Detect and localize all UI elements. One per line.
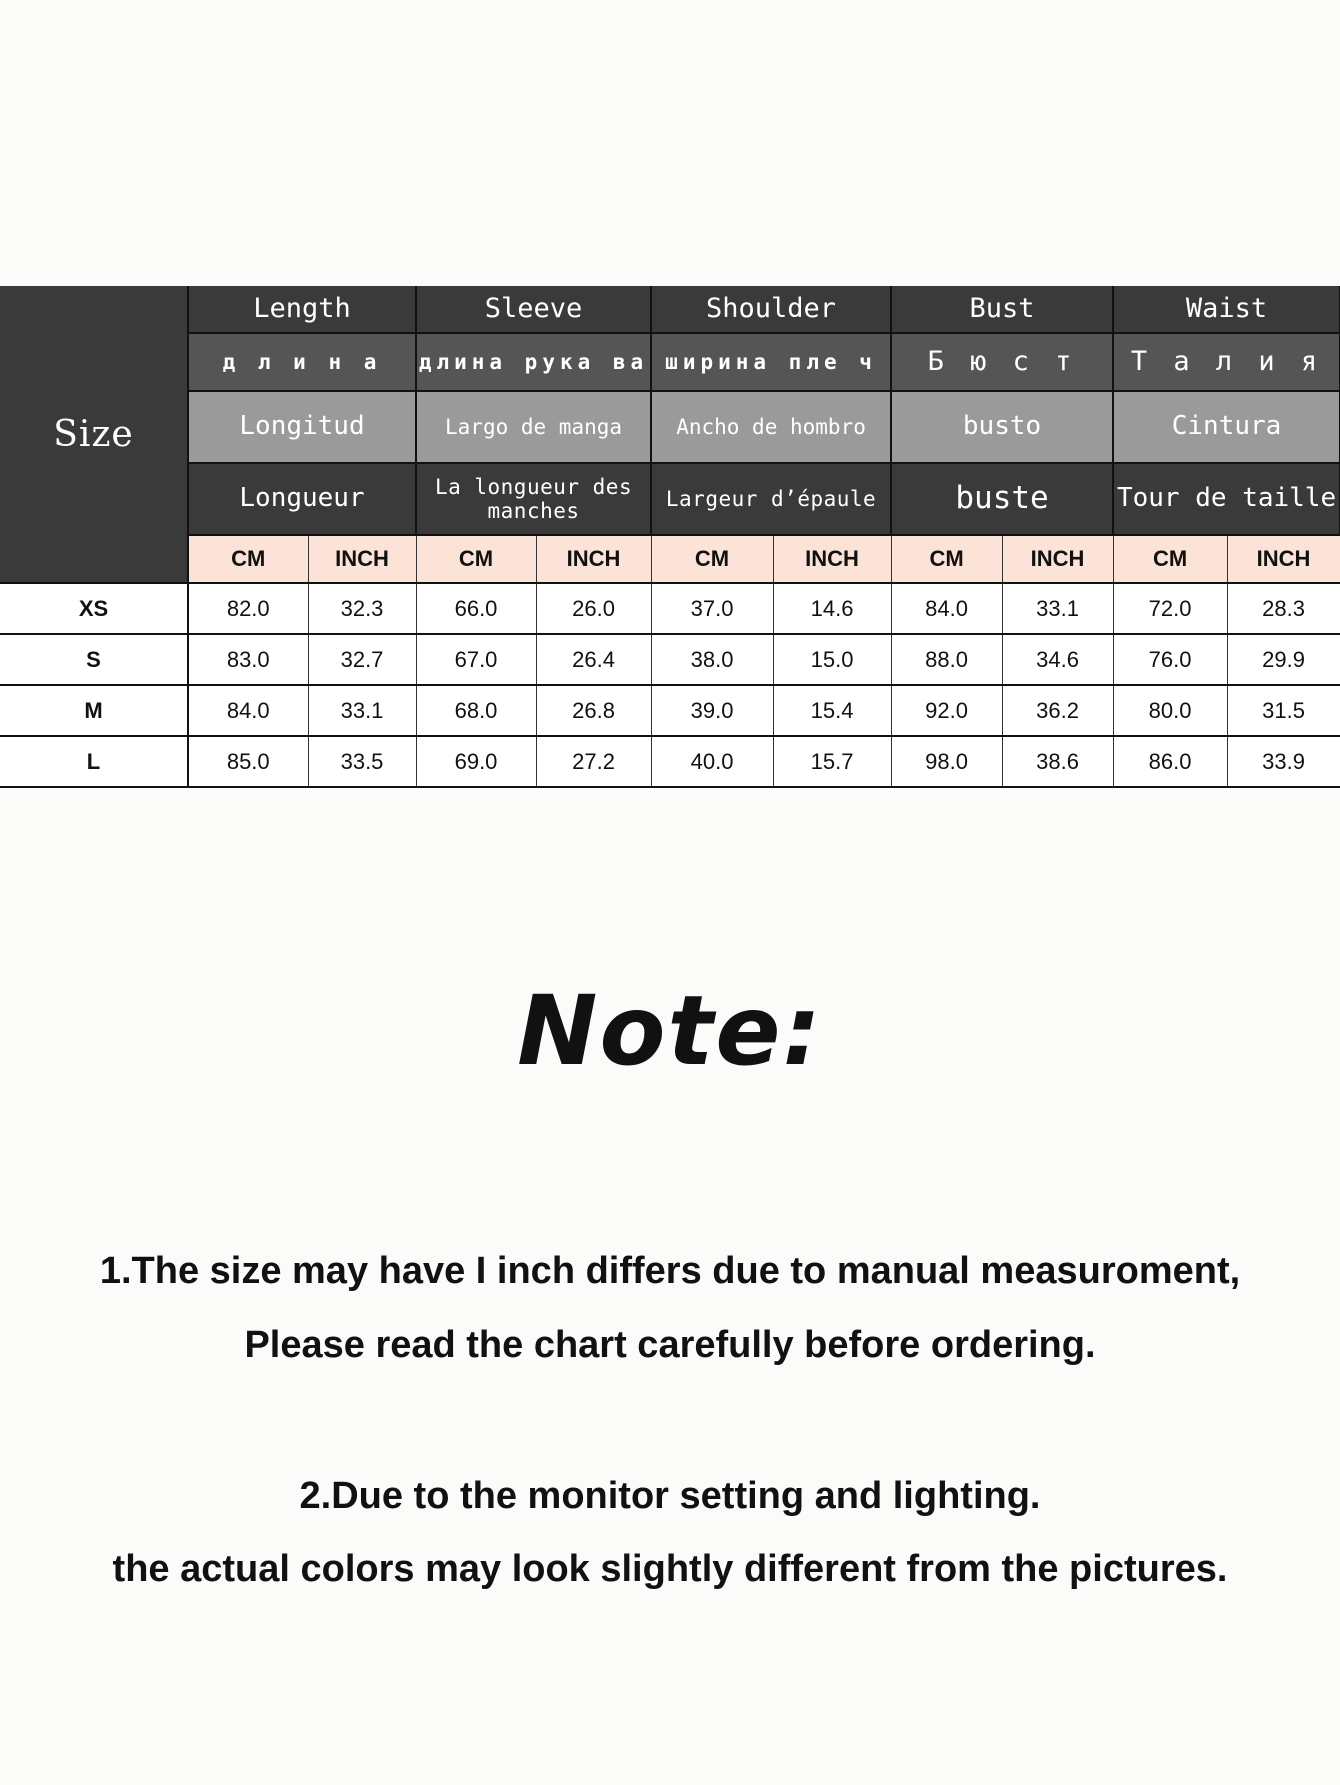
table-cell: 33.1 bbox=[1002, 583, 1113, 634]
waist-header-fr: Tour de taille bbox=[1113, 463, 1340, 535]
sleeve-header-en: Sleeve bbox=[416, 286, 651, 333]
size-label: S bbox=[0, 634, 188, 685]
table-cell: 84.0 bbox=[891, 583, 1002, 634]
sleeve-header-ru: длина рука ва bbox=[416, 333, 651, 391]
header-row-spanish bbox=[0, 391, 1340, 463]
unit-inch: INCH bbox=[536, 535, 651, 583]
table-row bbox=[0, 634, 1340, 685]
table-cell: 34.6 bbox=[1002, 634, 1113, 685]
size-label: M bbox=[0, 685, 188, 736]
bust-header-fr: buste bbox=[891, 463, 1113, 535]
waist-header-en: Waist bbox=[1113, 286, 1340, 333]
table-cell: 15.0 bbox=[773, 634, 891, 685]
note-line-2: Please read the chart carefully before ordering. bbox=[244, 1324, 1096, 1366]
length-header-es: Longitud bbox=[188, 391, 416, 463]
header-row-french bbox=[0, 463, 1340, 535]
note-line-3: 2.Due to the monitor setting and lighting. bbox=[299, 1475, 1041, 1517]
waist-header-es: Cintura bbox=[1113, 391, 1340, 463]
sleeve-header-es: Largo de manga bbox=[416, 391, 651, 463]
table-cell: 67.0 bbox=[416, 634, 536, 685]
size-chart-table bbox=[0, 286, 1340, 788]
table-cell: 32.7 bbox=[308, 634, 416, 685]
unit-cm: CM bbox=[891, 535, 1002, 583]
table-cell: 29.9 bbox=[1227, 634, 1340, 685]
shoulder-header-ru: ширина пле ч bbox=[651, 333, 891, 391]
table-cell: 72.0 bbox=[1113, 583, 1227, 634]
size-column-header: Size bbox=[0, 286, 188, 583]
table-cell: 76.0 bbox=[1113, 634, 1227, 685]
table-cell: 98.0 bbox=[891, 736, 1002, 787]
table-cell: 36.2 bbox=[1002, 685, 1113, 736]
table-cell: 15.7 bbox=[773, 736, 891, 787]
table-cell: 28.3 bbox=[1227, 583, 1340, 634]
sleeve-header-fr: La longueur des manches bbox=[416, 463, 651, 535]
note-line-1: 1.The size may have I inch differs due to manual measuroment, bbox=[99, 1250, 1241, 1292]
table-cell: 40.0 bbox=[651, 736, 773, 787]
size-label: L bbox=[0, 736, 188, 787]
unit-cm: CM bbox=[416, 535, 536, 583]
table-cell: 80.0 bbox=[1113, 685, 1227, 736]
bust-header-en: Bust bbox=[891, 286, 1113, 333]
table-cell: 15.4 bbox=[773, 685, 891, 736]
table-cell: 37.0 bbox=[651, 583, 773, 634]
unit-inch: INCH bbox=[1002, 535, 1113, 583]
length-header-ru: д л и н а bbox=[188, 333, 416, 391]
unit-inch: INCH bbox=[773, 535, 891, 583]
unit-inch: INCH bbox=[1227, 535, 1340, 583]
unit-row bbox=[0, 535, 1340, 583]
header-row-english bbox=[0, 286, 1340, 333]
size-label: XS bbox=[0, 583, 188, 634]
table-cell: 38.6 bbox=[1002, 736, 1113, 787]
table-cell: 31.5 bbox=[1227, 685, 1340, 736]
table-cell: 69.0 bbox=[416, 736, 536, 787]
table-cell: 26.0 bbox=[536, 583, 651, 634]
note-title: Note: bbox=[517, 975, 823, 1087]
table-cell: 27.2 bbox=[536, 736, 651, 787]
table-row bbox=[0, 685, 1340, 736]
unit-cm: CM bbox=[1113, 535, 1227, 583]
bust-header-ru: Б ю с т bbox=[891, 333, 1113, 391]
table-cell: 82.0 bbox=[188, 583, 308, 634]
table-cell: 26.4 bbox=[536, 634, 651, 685]
table-cell: 33.9 bbox=[1227, 736, 1340, 787]
note-line-4: the actual colors may look slightly different from the pictures. bbox=[112, 1548, 1228, 1590]
length-header-en: Length bbox=[188, 286, 416, 333]
unit-cm: CM bbox=[651, 535, 773, 583]
table-cell: 33.5 bbox=[308, 736, 416, 787]
table-cell: 39.0 bbox=[651, 685, 773, 736]
table-cell: 26.8 bbox=[536, 685, 651, 736]
table-cell: 14.6 bbox=[773, 583, 891, 634]
table-cell: 68.0 bbox=[416, 685, 536, 736]
table-row bbox=[0, 583, 1340, 634]
table-cell: 84.0 bbox=[188, 685, 308, 736]
length-header-fr: Longueur bbox=[188, 463, 416, 535]
unit-cm: CM bbox=[188, 535, 308, 583]
table-cell: 86.0 bbox=[1113, 736, 1227, 787]
table-cell: 38.0 bbox=[651, 634, 773, 685]
table-cell: 92.0 bbox=[891, 685, 1002, 736]
table-cell: 66.0 bbox=[416, 583, 536, 634]
table-row bbox=[0, 736, 1340, 787]
header-row-russian bbox=[0, 333, 1340, 391]
waist-header-ru: Т а л и я bbox=[1113, 333, 1340, 391]
unit-inch: INCH bbox=[308, 535, 416, 583]
bust-header-es: busto bbox=[891, 391, 1113, 463]
shoulder-header-es: Ancho de hombro bbox=[651, 391, 891, 463]
table-cell: 32.3 bbox=[308, 583, 416, 634]
table-cell: 85.0 bbox=[188, 736, 308, 787]
shoulder-header-fr: Largeur d’épaule bbox=[651, 463, 891, 535]
table-cell: 88.0 bbox=[891, 634, 1002, 685]
table-cell: 83.0 bbox=[188, 634, 308, 685]
shoulder-header-en: Shoulder bbox=[651, 286, 891, 333]
table-cell: 33.1 bbox=[308, 685, 416, 736]
